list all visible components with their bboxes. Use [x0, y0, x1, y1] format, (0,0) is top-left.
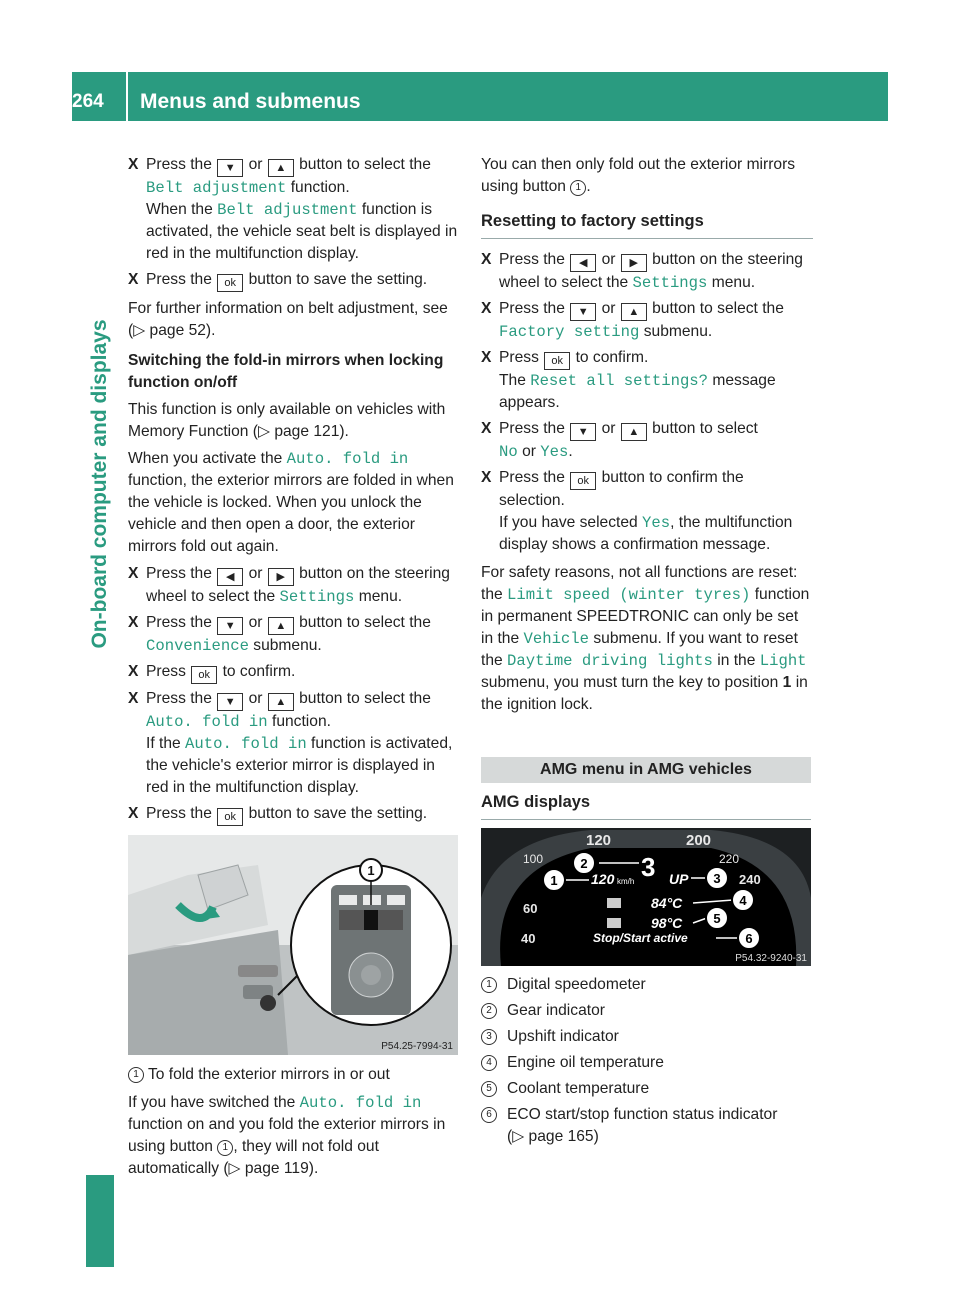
down-key-icon: ▼ [570, 303, 596, 321]
caption-fold-button: 1 To fold the exterior mirrors in or out [128, 1064, 460, 1086]
step-belt-save: X Press the ok button to save the setting. [128, 269, 460, 292]
step-select-no-yes: X Press the ▼ or ▲ button to select No or Yes. [481, 420, 758, 461]
heading-amg-displays: AMG displays [481, 791, 811, 820]
header-divider [126, 72, 128, 121]
callout-6-icon: 6 [481, 1107, 497, 1123]
svg-text:98°C: 98°C [651, 915, 683, 931]
arrow-icon: X [481, 469, 492, 486]
arrow-icon: X [128, 805, 139, 822]
svg-text:1: 1 [550, 873, 558, 888]
legend-item: 3 Upshift indicator [481, 1026, 811, 1048]
auto-fold-description: When you activate the Auto. fold in function, the exterior mirrors are folded in when the vehicle is locked. When you unlock the vehicle and then open a door, the exterior mirrors fold out again. [128, 450, 454, 555]
right-key-icon: ▶ [268, 568, 294, 586]
safety-note: For safety reasons, not all functions are reset: the Limit speed (winter tyres) function in permanent SPEEDTRONIC can only be set in the Vehicle submenu. If you want to reset the Daytime driving lights in the Light submenu, you must turn the key to position 1 in the ignition lock. [481, 564, 810, 713]
svg-text:100: 100 [523, 852, 544, 866]
up-key-icon: ▲ [621, 303, 647, 321]
svg-text:2: 2 [580, 856, 588, 871]
amg-section [481, 757, 811, 830]
up-key-icon: ▲ [621, 423, 647, 441]
right-column [481, 154, 813, 721]
down-key-icon: ▼ [217, 159, 243, 177]
side-chapter-label: On-board computer and displays [88, 319, 111, 649]
amg-menu-box: AMG menu in AMG vehicles [481, 757, 811, 783]
svg-text:84°C: 84°C [651, 895, 683, 911]
step-confirm-reset: X Press ok to confirm. The Reset all settings? message appears. [481, 349, 776, 411]
arrow-icon: X [128, 690, 139, 707]
svg-text:3: 3 [641, 852, 656, 882]
arrow-icon: X [128, 663, 139, 680]
step-save-setting: X Press the ok button to save the setting. [128, 803, 460, 826]
amg-gauge-image [481, 828, 811, 966]
callout-1-icon: 1 [217, 1140, 233, 1156]
ok-key-icon: ok [191, 666, 217, 684]
up-key-icon: ▲ [268, 693, 294, 711]
arrow-icon: X [128, 271, 139, 288]
left-column [128, 154, 460, 830]
callout-1-icon: 1 [128, 1067, 144, 1083]
page-title: Menus and submenus [140, 90, 361, 113]
callout-2-icon: 2 [481, 1003, 497, 1019]
legend-item: 4 Engine oil temperature [481, 1052, 811, 1074]
step-factory-submenu: X Press the ▼ or ▲ button to select the Factory setting submenu. [481, 300, 784, 341]
step-confirm-selection: X Press the ok button to confirm the selection. If you have selected Yes, the multifunction display shows a confirmation message. [481, 469, 793, 553]
step-confirm: X Press ok to confirm. [128, 661, 460, 684]
arrow-icon: X [481, 251, 492, 268]
arrow-icon: X [481, 420, 492, 437]
callout-3-icon: 3 [481, 1029, 497, 1045]
svg-text:5: 5 [713, 911, 721, 926]
left-key-icon: ◀ [217, 568, 243, 586]
down-key-icon: ▼ [217, 617, 243, 635]
left-key-icon: ◀ [570, 254, 596, 272]
step-settings-menu: X Press the ◀ or ▶ button on the steering wheel to select the Settings menu. [481, 251, 803, 292]
svg-text:3: 3 [713, 871, 721, 886]
svg-text:120: 120 [586, 832, 612, 849]
svg-text:200: 200 [686, 832, 712, 849]
ok-key-icon: ok [544, 352, 570, 370]
side-tab-block [86, 1175, 114, 1267]
legend-item: 2 Gear indicator [481, 1000, 811, 1022]
step-convenience-submenu: X Press the ▼ or ▲ button to select the Convenience submenu. [128, 614, 431, 655]
down-key-icon: ▼ [570, 423, 596, 441]
up-key-icon: ▲ [268, 617, 294, 635]
ok-key-icon: ok [570, 472, 596, 490]
svg-text:220: 220 [719, 852, 740, 866]
svg-text:120: 120 [591, 871, 615, 887]
step-auto-fold-select: X Press the ▼ or ▲ button to select the Auto. fold in function. If the Auto. fold in function is activated, the vehicle's exterior mirror is displayed in red in the multifunction display. [128, 690, 453, 796]
step-settings-menu: X Press the ◀ or ▶ button on the steering wheel to select the Settings menu. [128, 565, 450, 606]
svg-text:6: 6 [745, 931, 753, 946]
arrow-icon: X [128, 614, 139, 631]
oil-can-icon [607, 898, 621, 908]
belt-adjustment-term: Belt adjustment [146, 179, 287, 197]
image-code: P54.25-7994-31 [381, 1041, 453, 1052]
callout-4-icon: 4 [481, 1055, 497, 1071]
arrow-icon: X [481, 349, 492, 366]
ok-key-icon: ok [217, 274, 243, 292]
door-panel-image [128, 835, 458, 1055]
down-key-icon: ▼ [217, 693, 243, 711]
svg-text:1: 1 [367, 863, 375, 878]
svg-text:240: 240 [739, 872, 761, 887]
belt-further-info: For further information on belt adjustment, see (▷ page 52). [128, 300, 448, 339]
legend-item: 1 Digital speedometer [481, 974, 811, 996]
step-belt-select: X Press the ▼ or ▲ button to select the Belt adjustment function. When the Belt adjustment function is activated, the vehicle seat belt is displayed in red in the multifunction display. [128, 156, 458, 262]
arrow-icon: X [128, 565, 139, 582]
legend-item: 6 ECO start/stop function status indicator (▷ page 165) [481, 1104, 811, 1148]
svg-text:4: 4 [739, 893, 747, 908]
coolant-icon [607, 918, 621, 928]
heading-fold-in-mirrors: Switching the fold-in mirrors when locking function on/off [128, 352, 444, 391]
image-code: P54.32-9240-31 [735, 953, 807, 964]
callout-5-icon: 5 [481, 1081, 497, 1097]
ok-key-icon: ok [217, 808, 243, 826]
svg-text:Stop/Start active: Stop/Start active [593, 931, 688, 945]
amg-legend [481, 974, 811, 1152]
auto-fold-warning: If you have switched the Auto. fold in function on and you fold the exterior mirrors in using button 1 , they will not fold out automatically (▷ page 119). [128, 1094, 446, 1177]
arrow-icon: X [481, 300, 492, 317]
callout-1-icon: 1 [570, 180, 586, 196]
callout-1-icon: 1 [481, 977, 497, 993]
left-column-bottom [128, 1064, 460, 1185]
up-key-icon: ▲ [268, 159, 294, 177]
svg-text:40: 40 [521, 931, 536, 946]
right-key-icon: ▶ [621, 254, 647, 272]
svg-text:km/h: km/h [617, 877, 635, 886]
page-number: 264 [72, 91, 104, 112]
memory-function-note: This function is only available on vehicles with Memory Function (▷ page 121). [128, 401, 446, 440]
fold-out-note: You can then only fold out the exterior mirrors using button 1 . [481, 156, 796, 195]
heading-factory-reset: Resetting to factory settings [481, 210, 813, 239]
svg-text:60: 60 [523, 901, 538, 916]
arrow-icon: X [128, 156, 139, 173]
legend-item: 5 Coolant temperature [481, 1078, 811, 1100]
svg-text:UP: UP [669, 871, 689, 887]
